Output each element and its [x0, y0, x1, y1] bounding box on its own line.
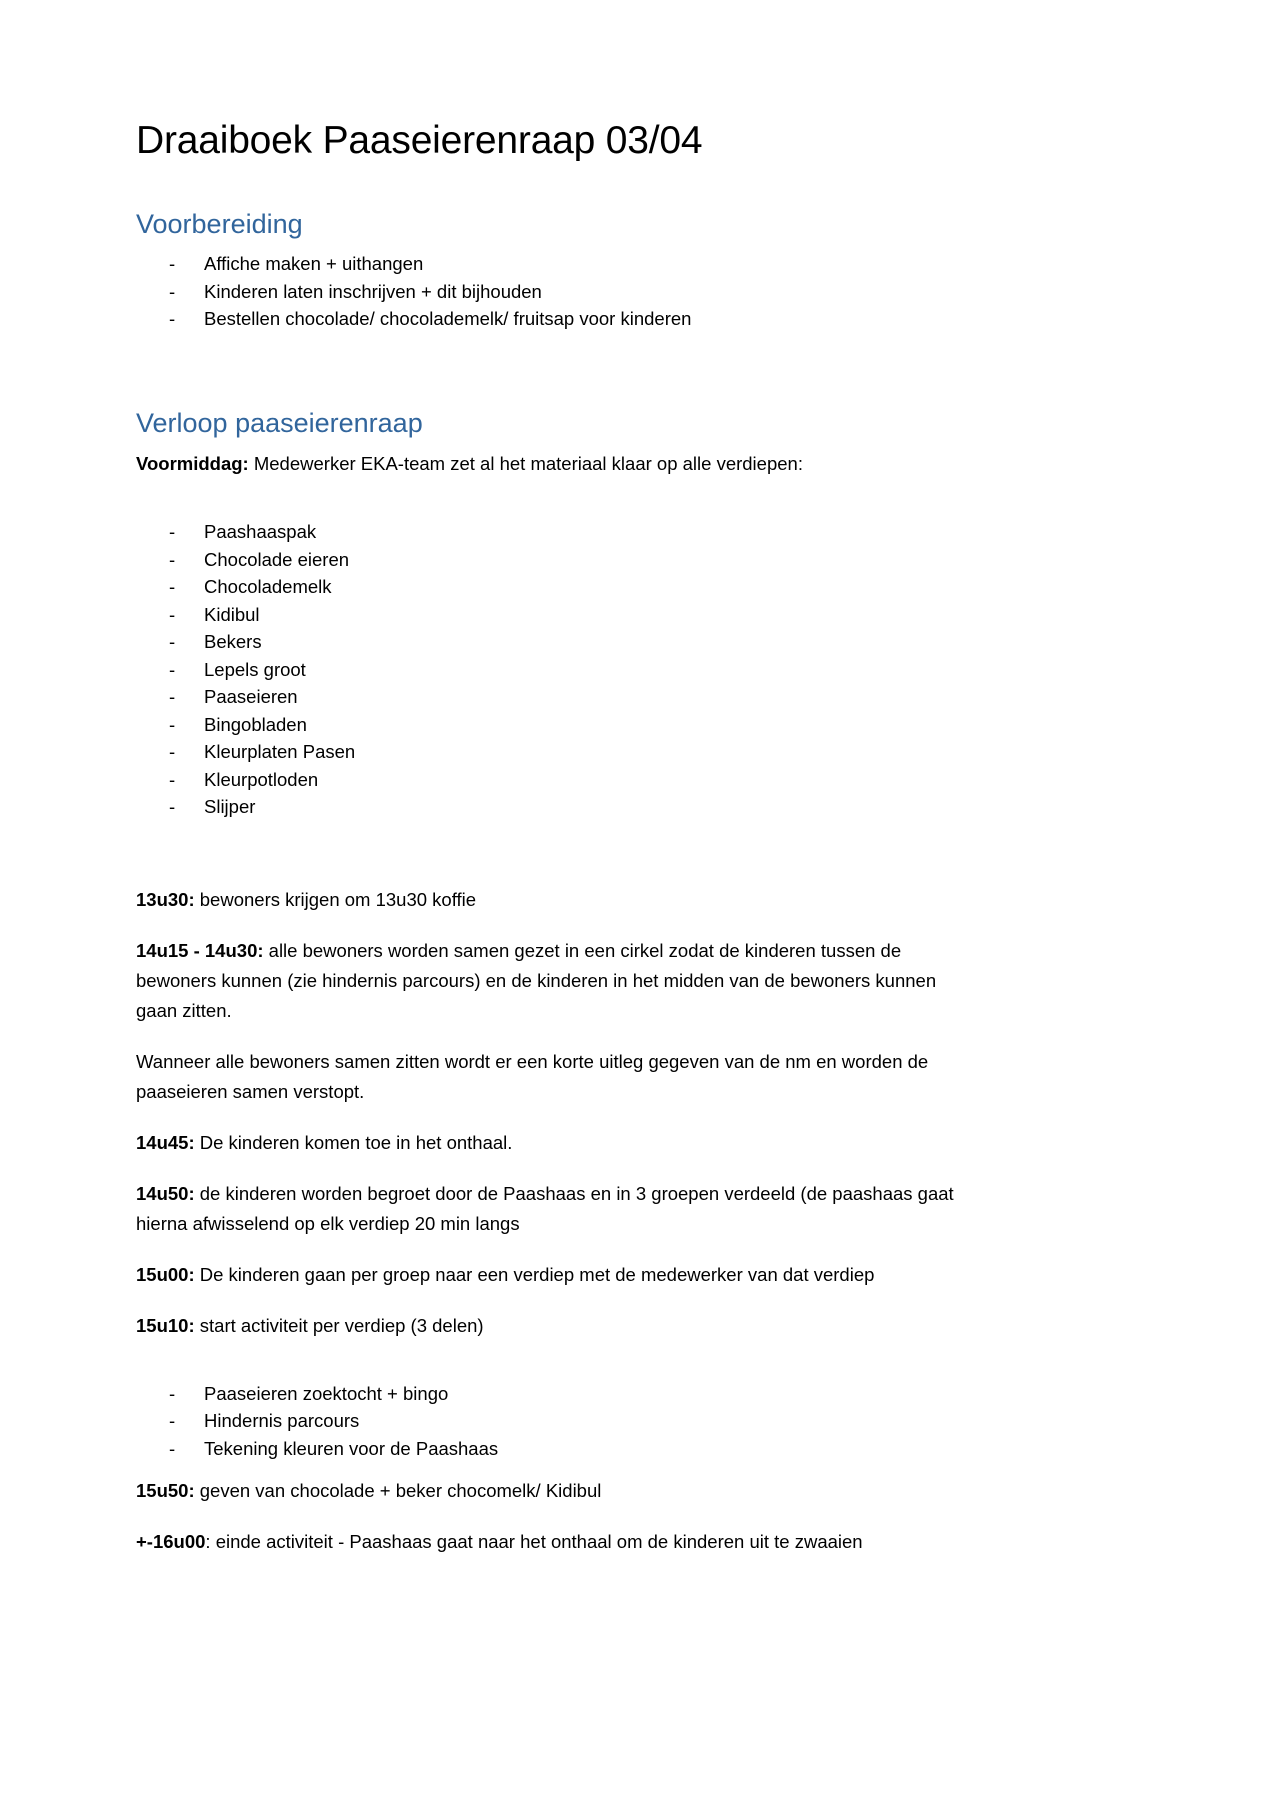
list-item-label: Chocolade eieren [204, 548, 350, 570]
bullet-dash-icon: - [169, 741, 176, 763]
spacer [136, 821, 964, 885]
schedule-entry-uitleg [136, 1047, 964, 1107]
list-item-label: Kleurplaten Pasen [204, 741, 356, 763]
voorbereiding-list [136, 250, 964, 333]
schedule-text: geven van chocolade + beker chocomelk/ Kidibul [194, 1480, 602, 1502]
activiteiten-list [136, 1380, 964, 1463]
list-item-label: Chocolademelk [204, 576, 332, 598]
list-item [136, 711, 964, 739]
bullet-dash-icon: - [169, 548, 176, 570]
section-heading-voorbereiding: Voorbereiding [136, 209, 303, 240]
list-item-label: Lepels groot [204, 658, 306, 680]
bullet-dash-icon: - [169, 768, 176, 790]
schedule-time: 14u50: [136, 1182, 195, 1204]
bullet-dash-icon: - [169, 308, 176, 330]
voormiddag-paragraph [136, 449, 964, 479]
schedule-time: 14u45: [136, 1131, 195, 1153]
schedule-time: 13u30: [136, 888, 195, 910]
schedule-text: de kinderen worden begroet door de Paashaas en in 3 groepen verdeeld (de paashaas gaat hierna afwisselend op elk verdiep 20 min langs [136, 1182, 954, 1234]
schedule-entry-16u00 [136, 1527, 964, 1557]
schedule-text: De kinderen komen toe in het onthaal. [194, 1131, 513, 1153]
schedule-entry-14u45 [136, 1128, 964, 1158]
bullet-dash-icon: - [169, 603, 176, 625]
schedule-time: 15u50: [136, 1480, 195, 1502]
list-item-label: Kinderen laten inschrijven + dit bijhouden [204, 280, 542, 302]
schedule-text: alle bewoners worden samen gezet in een cirkel zodat de kinderen tussen de bewoners kunnen (zie hindernis parcours) en de kinderen in het midden van de bewoners kunnen gaan zitten. [136, 939, 937, 1021]
bullet-dash-icon: - [169, 280, 176, 302]
document-body [136, 118, 964, 1578]
bullet-dash-icon: - [169, 521, 176, 543]
list-item [136, 305, 964, 333]
schedule-entry-13u30 [136, 885, 964, 915]
list-item-label: Bingobladen [204, 713, 307, 735]
schedule-time: 15u10: [136, 1314, 195, 1336]
list-item-label: Paaseieren [204, 686, 298, 708]
section-heading-verloop: Verloop paaseierenraap [136, 407, 423, 438]
list-item [136, 1407, 964, 1435]
list-item [136, 656, 964, 684]
bullet-dash-icon: - [169, 796, 176, 818]
schedule-text: start activiteit per verdiep (3 delen) [194, 1314, 484, 1336]
list-item [136, 518, 964, 546]
spacer [136, 500, 964, 518]
list-item [136, 628, 964, 656]
bullet-dash-icon: - [169, 686, 176, 708]
spacer [136, 333, 964, 407]
spacer [136, 1362, 964, 1380]
bullet-dash-icon: - [169, 1437, 176, 1459]
list-item [136, 1380, 964, 1408]
spacer [136, 1462, 964, 1476]
list-item-label: Bekers [204, 631, 262, 653]
schedule-text: De kinderen gaan per groep naar een verdiep met de medewerker van dat verdiep [194, 1263, 875, 1285]
voormiddag-text: Medewerker EKA-team zet al het materiaal klaar op alle verdiepen: [248, 453, 803, 475]
list-item-label: Kleurpotloden [204, 768, 319, 790]
list-item-label: Slijper [204, 796, 256, 818]
schedule-text: : einde activiteit - Paashaas gaat naar het onthaal om de kinderen uit te zwaaien [205, 1531, 863, 1553]
list-item [136, 738, 964, 766]
bullet-dash-icon: - [169, 1382, 176, 1404]
schedule-time: 15u00: [136, 1263, 195, 1285]
page-title: Draaiboek Paaseierenraap 03/04 [136, 119, 703, 162]
schedule-text: Wanneer alle bewoners samen zitten wordt er een korte uitleg gegeven van de nm en worden de paaseieren samen verstopt. [136, 1050, 929, 1102]
bullet-dash-icon: - [169, 713, 176, 735]
list-item-label: Bestellen chocolade/ chocolademelk/ fruitsap voor kinderen [204, 308, 692, 330]
list-item-label: Hindernis parcours [204, 1410, 360, 1432]
bullet-dash-icon: - [169, 253, 176, 275]
schedule-entry-14u50 [136, 1179, 964, 1239]
list-item [136, 546, 964, 574]
schedule-entry-14u15 [136, 936, 964, 1026]
list-item [136, 766, 964, 794]
list-item-label: Paashaaspak [204, 521, 317, 543]
list-item [136, 601, 964, 629]
list-item [136, 250, 964, 278]
bullet-dash-icon: - [169, 631, 176, 653]
schedule-entry-15u50 [136, 1476, 964, 1506]
list-item [136, 573, 964, 601]
bullet-dash-icon: - [169, 1410, 176, 1432]
schedule-text: bewoners krijgen om 13u30 koffie [194, 888, 477, 910]
list-item [136, 683, 964, 711]
schedule-time: +-16u00 [136, 1531, 206, 1553]
bullet-dash-icon: - [169, 658, 176, 680]
voormiddag-label: Voormiddag: [136, 453, 249, 475]
list-item [136, 1435, 964, 1463]
list-item-label: Kidibul [204, 603, 260, 625]
schedule-time: 14u15 - 14u30: [136, 939, 264, 961]
schedule-entry-15u10 [136, 1311, 964, 1341]
list-item [136, 793, 964, 821]
list-item [136, 278, 964, 306]
materiaal-list [136, 518, 964, 821]
list-item-label: Tekening kleuren voor de Paashaas [204, 1437, 499, 1459]
list-item-label: Affiche maken + uithangen [204, 253, 424, 275]
list-item-label: Paaseieren zoektocht + bingo [204, 1382, 449, 1404]
schedule-entry-15u00 [136, 1260, 964, 1290]
bullet-dash-icon: - [169, 576, 176, 598]
